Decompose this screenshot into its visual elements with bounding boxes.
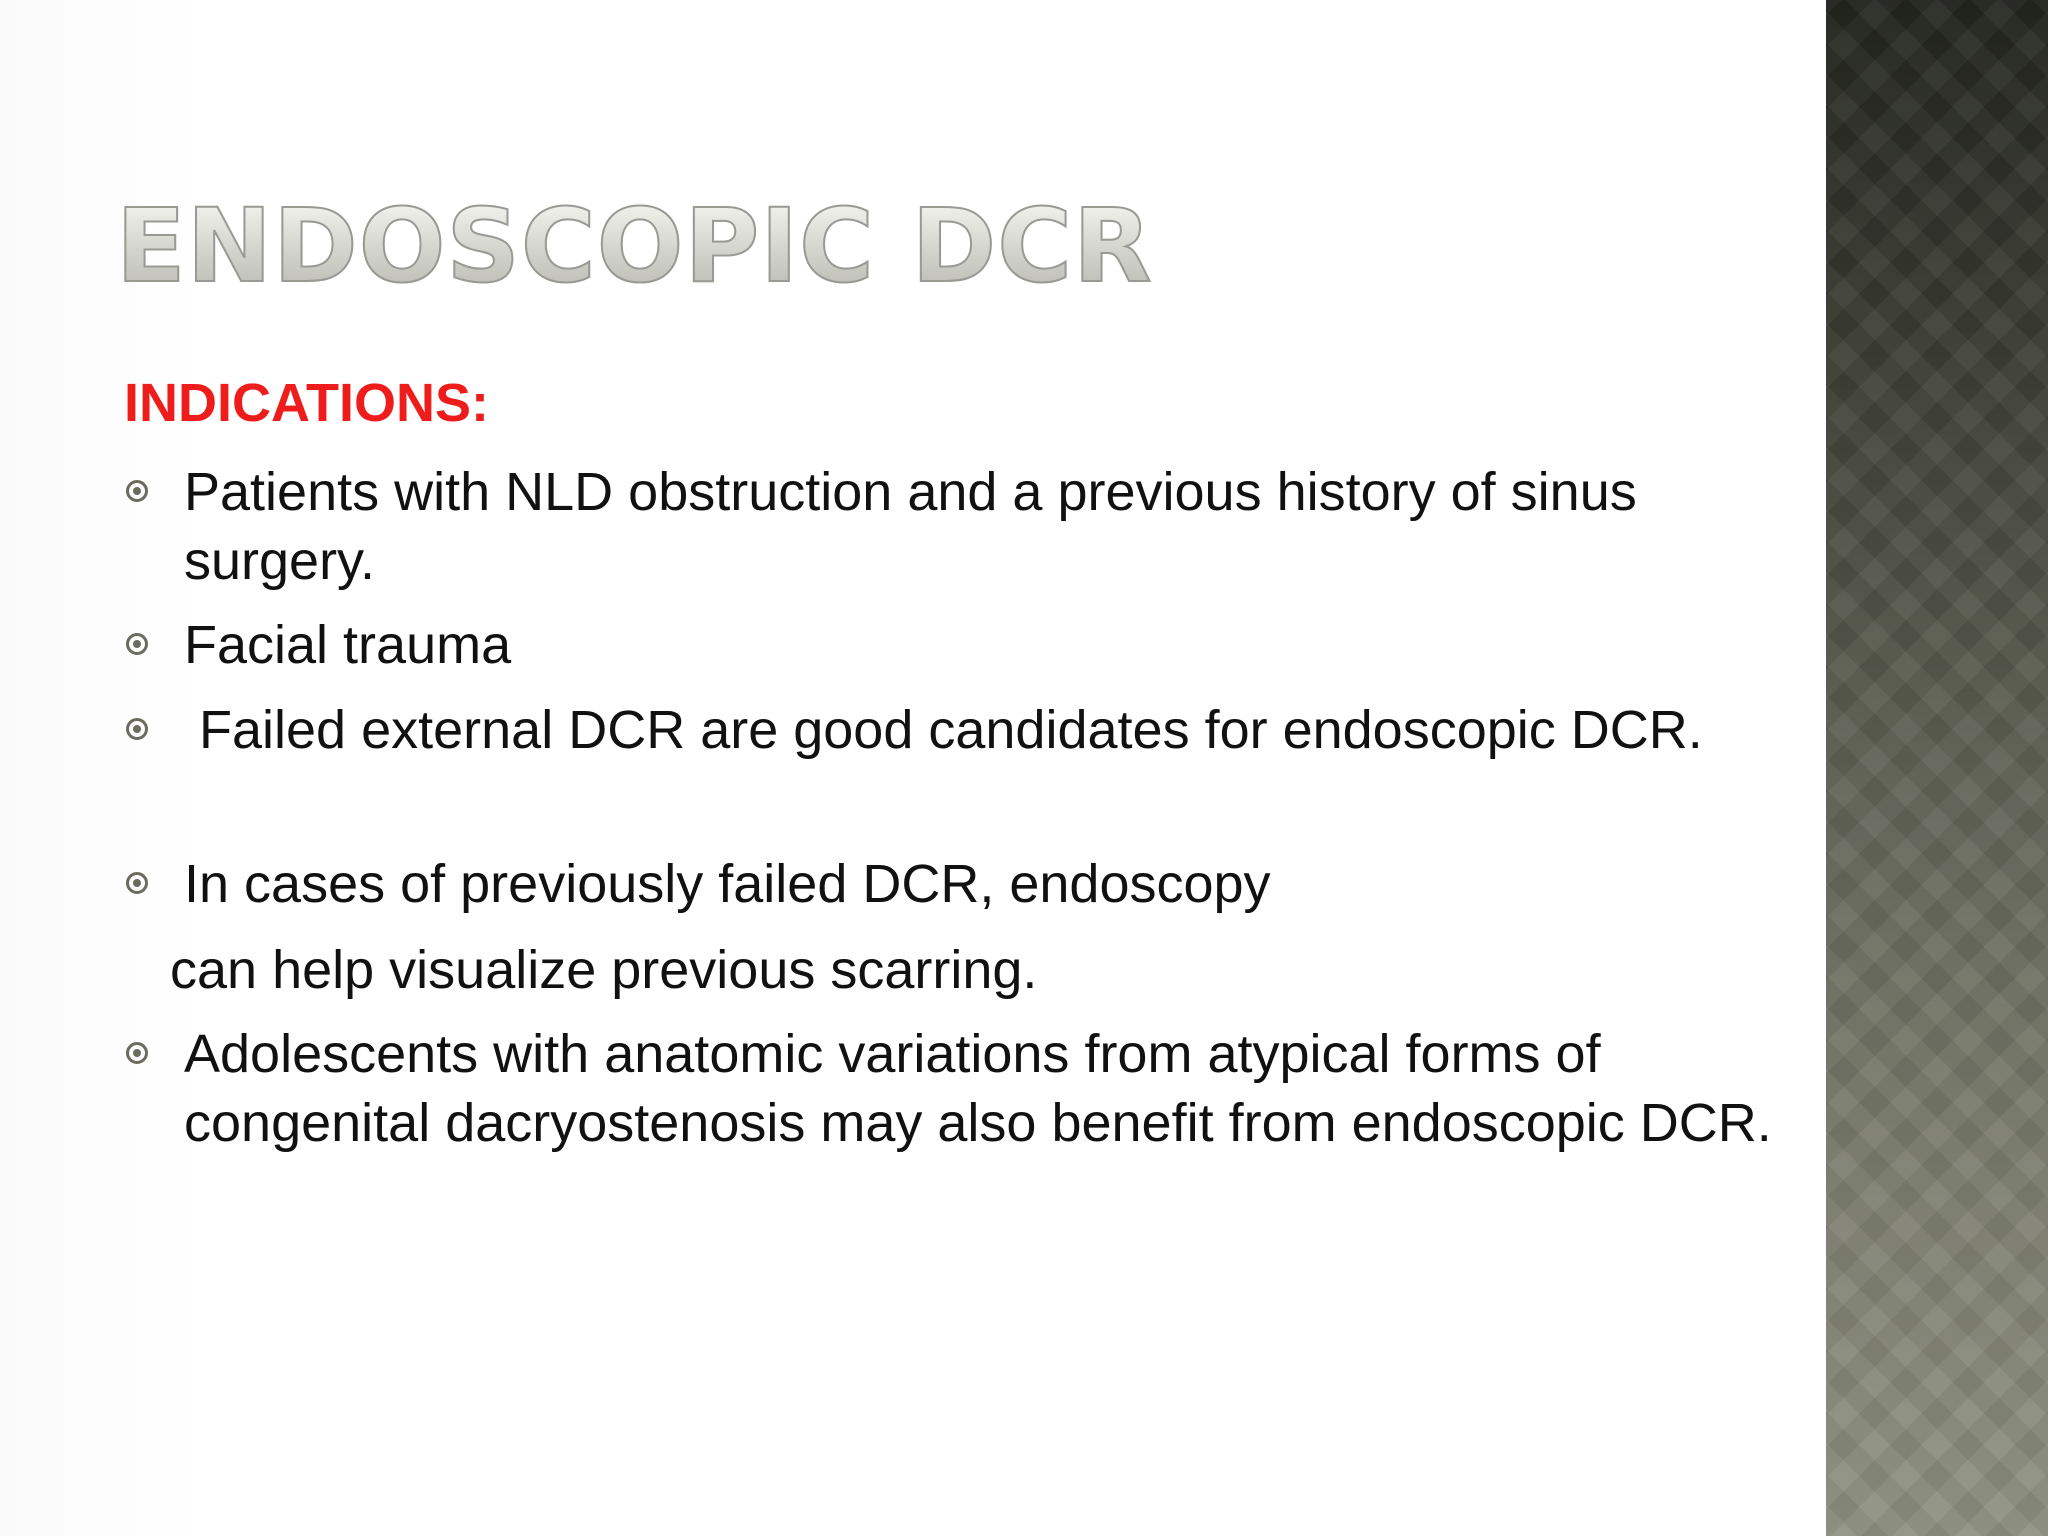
- circled-dot-icon: [126, 633, 148, 655]
- circled-dot-icon: [126, 480, 148, 502]
- circled-dot-icon: [126, 718, 148, 740]
- slide-title: ENDOSCOPIC DCR: [116, 187, 1153, 306]
- bullet-continuation-text: can help visualize previous scarring.: [170, 940, 1038, 1000]
- decorative-side-band: [1826, 0, 2048, 1536]
- bullet-text: Patients with NLD obstruction and a previous history of sinus surgery.: [184, 462, 1637, 591]
- bullet-text: Adolescents with anatomic variations from atypical forms of congenital dacryostenosis may also benefit from endoscopic DCR.: [184, 1024, 1772, 1153]
- circled-dot-icon: [126, 872, 148, 894]
- indications-heading: INDICATIONS:: [124, 373, 489, 433]
- bullet-text: In cases of previously failed DCR, endoscopy: [184, 854, 1271, 914]
- bullet-text: Failed external DCR are good candidates for endoscopic DCR.: [184, 700, 1703, 760]
- bullet-text: Facial trauma: [184, 615, 512, 675]
- circled-dot-icon: [126, 1042, 148, 1064]
